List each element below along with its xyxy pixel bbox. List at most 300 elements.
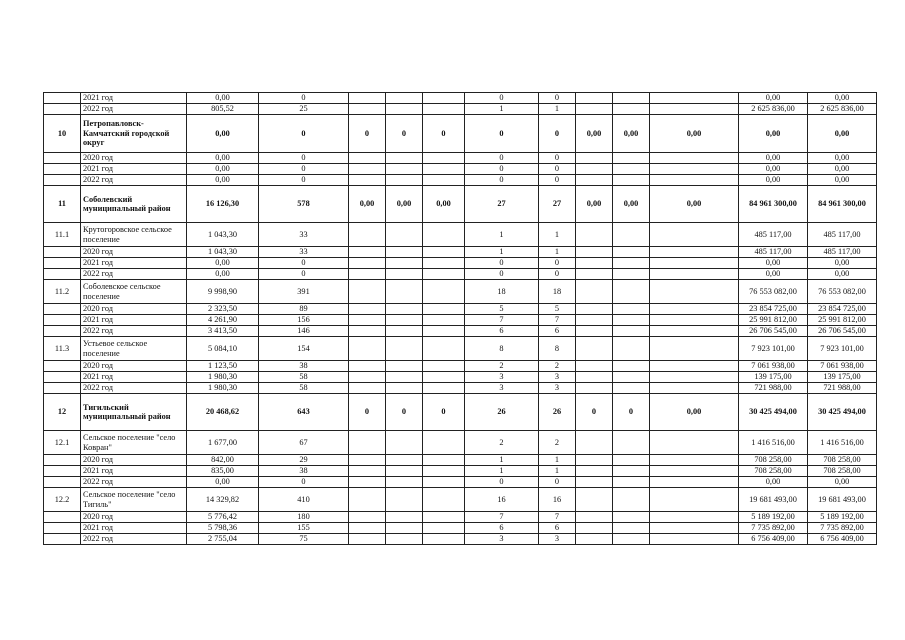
table-row bbox=[44, 93, 877, 104]
table-cell bbox=[613, 477, 650, 488]
table-cell bbox=[423, 104, 465, 115]
table-cell: 3 bbox=[465, 372, 539, 383]
table-cell bbox=[423, 164, 465, 175]
table-cell: 6 756 409,00 bbox=[808, 534, 877, 545]
table-cell: 2 323,50 bbox=[187, 304, 259, 315]
table-cell: 1 416 516,00 bbox=[808, 431, 877, 455]
row-number bbox=[44, 247, 81, 258]
table-cell bbox=[650, 372, 739, 383]
table-cell bbox=[576, 431, 613, 455]
table-cell: 721 988,00 bbox=[739, 383, 808, 394]
table-cell: 58 bbox=[259, 372, 349, 383]
table-cell: 0,00 bbox=[739, 93, 808, 104]
row-number: 11.1 bbox=[44, 223, 81, 247]
table-cell bbox=[349, 523, 386, 534]
table-cell: 33 bbox=[259, 223, 349, 247]
table-cell: 8 bbox=[465, 337, 539, 361]
table-cell bbox=[349, 104, 386, 115]
table-cell bbox=[386, 247, 423, 258]
table-cell: 0 bbox=[465, 153, 539, 164]
table-row bbox=[44, 186, 877, 223]
row-number bbox=[44, 383, 81, 394]
table-cell: 0 bbox=[539, 477, 576, 488]
table-row bbox=[44, 153, 877, 164]
table-cell bbox=[650, 164, 739, 175]
table-cell bbox=[613, 153, 650, 164]
table-cell: 0 bbox=[539, 269, 576, 280]
table-row bbox=[44, 383, 877, 394]
table-cell: 0,00 bbox=[808, 153, 877, 164]
table-cell bbox=[650, 153, 739, 164]
table-cell: 23 854 725,00 bbox=[808, 304, 877, 315]
table-cell bbox=[650, 431, 739, 455]
table-cell: 16 126,30 bbox=[187, 186, 259, 223]
table-cell bbox=[650, 523, 739, 534]
table-cell: 0 bbox=[465, 115, 539, 153]
table-cell bbox=[613, 523, 650, 534]
table-cell: 139 175,00 bbox=[808, 372, 877, 383]
table-cell bbox=[650, 534, 739, 545]
table-cell: 27 bbox=[539, 186, 576, 223]
table-cell bbox=[576, 337, 613, 361]
table-cell: 391 bbox=[259, 280, 349, 304]
table-cell bbox=[576, 164, 613, 175]
table-cell bbox=[423, 93, 465, 104]
table-cell: 30 425 494,00 bbox=[808, 394, 877, 431]
table-cell bbox=[650, 269, 739, 280]
table-cell: 16 bbox=[465, 488, 539, 512]
table-row bbox=[44, 477, 877, 488]
table-cell bbox=[349, 315, 386, 326]
table-cell: 708 258,00 bbox=[808, 466, 877, 477]
table-cell bbox=[576, 361, 613, 372]
table-cell bbox=[349, 488, 386, 512]
table-cell: 26 706 545,00 bbox=[808, 326, 877, 337]
table-cell bbox=[613, 247, 650, 258]
row-name: 2022 год bbox=[81, 477, 187, 488]
table-cell: 0 bbox=[259, 164, 349, 175]
table-cell bbox=[386, 153, 423, 164]
table-cell bbox=[423, 315, 465, 326]
table-cell: 0 bbox=[259, 175, 349, 186]
row-name: Сельское поселение "село Ковран" bbox=[81, 431, 187, 455]
table-cell bbox=[650, 466, 739, 477]
table-cell bbox=[423, 477, 465, 488]
table-cell: 7 bbox=[465, 512, 539, 523]
table-cell: 0,00 bbox=[423, 186, 465, 223]
table-cell: 3 bbox=[539, 534, 576, 545]
table-cell bbox=[423, 153, 465, 164]
table-cell: 3 bbox=[465, 534, 539, 545]
row-number: 11.2 bbox=[44, 280, 81, 304]
row-name: Соболевский муниципальный район bbox=[81, 186, 187, 223]
table-row bbox=[44, 466, 877, 477]
table-cell: 3 bbox=[539, 372, 576, 383]
table-cell bbox=[576, 258, 613, 269]
table-cell bbox=[650, 477, 739, 488]
table-cell: 76 553 082,00 bbox=[808, 280, 877, 304]
table-cell bbox=[423, 175, 465, 186]
table-cell bbox=[650, 488, 739, 512]
table-cell: 485 117,00 bbox=[808, 247, 877, 258]
table-row bbox=[44, 175, 877, 186]
table-cell bbox=[423, 488, 465, 512]
table-cell bbox=[613, 280, 650, 304]
table-cell: 1 043,30 bbox=[187, 223, 259, 247]
table-row bbox=[44, 223, 877, 247]
table-cell bbox=[349, 383, 386, 394]
table-cell: 2 625 836,00 bbox=[808, 104, 877, 115]
table-cell: 1 bbox=[465, 455, 539, 466]
table-cell: 805,52 bbox=[187, 104, 259, 115]
row-name: Крутогоровское сельское поселение bbox=[81, 223, 187, 247]
table-cell bbox=[613, 534, 650, 545]
table-cell bbox=[386, 512, 423, 523]
table-cell bbox=[349, 477, 386, 488]
table-cell bbox=[613, 93, 650, 104]
table-cell: 0,00 bbox=[613, 186, 650, 223]
table-cell bbox=[576, 223, 613, 247]
table-cell bbox=[613, 455, 650, 466]
table-cell: 6 bbox=[465, 326, 539, 337]
table-cell: 67 bbox=[259, 431, 349, 455]
table-cell: 0 bbox=[465, 258, 539, 269]
table-cell bbox=[613, 361, 650, 372]
table-cell bbox=[349, 372, 386, 383]
table-cell: 6 756 409,00 bbox=[739, 534, 808, 545]
table-cell bbox=[613, 304, 650, 315]
table-cell: 18 bbox=[539, 280, 576, 304]
table-cell bbox=[576, 512, 613, 523]
table-cell bbox=[650, 93, 739, 104]
row-name: 2020 год bbox=[81, 455, 187, 466]
row-name: 2021 год bbox=[81, 315, 187, 326]
row-number bbox=[44, 512, 81, 523]
table-row bbox=[44, 394, 877, 431]
table-cell: 835,00 bbox=[187, 466, 259, 477]
table-cell bbox=[423, 247, 465, 258]
table-cell: 0,00 bbox=[650, 115, 739, 153]
table-cell: 1 bbox=[539, 104, 576, 115]
table-cell bbox=[386, 466, 423, 477]
table-cell: 5 084,10 bbox=[187, 337, 259, 361]
table-cell bbox=[349, 326, 386, 337]
table-cell: 842,00 bbox=[187, 455, 259, 466]
table-cell bbox=[386, 304, 423, 315]
table-cell: 155 bbox=[259, 523, 349, 534]
table-cell: 4 261,90 bbox=[187, 315, 259, 326]
row-name: 2021 год bbox=[81, 93, 187, 104]
table-cell bbox=[423, 534, 465, 545]
row-number: 12.2 bbox=[44, 488, 81, 512]
table-cell: 2 755,04 bbox=[187, 534, 259, 545]
table-row bbox=[44, 115, 877, 153]
table-cell: 2 bbox=[465, 431, 539, 455]
table-cell bbox=[423, 431, 465, 455]
table-cell: 0 bbox=[259, 269, 349, 280]
table-cell: 0 bbox=[539, 175, 576, 186]
table-cell: 5 bbox=[539, 304, 576, 315]
table-cell: 6 bbox=[539, 326, 576, 337]
table-cell: 0 bbox=[539, 115, 576, 153]
table-cell bbox=[576, 247, 613, 258]
table-cell bbox=[386, 315, 423, 326]
table-row bbox=[44, 304, 877, 315]
table-cell: 1 bbox=[465, 104, 539, 115]
table-cell: 7 923 101,00 bbox=[739, 337, 808, 361]
table-body bbox=[44, 93, 877, 545]
table-cell: 0 bbox=[539, 93, 576, 104]
row-name: Соболевское сельское поселение bbox=[81, 280, 187, 304]
table-cell: 0,00 bbox=[187, 477, 259, 488]
table-cell: 708 258,00 bbox=[739, 466, 808, 477]
table-cell: 26 bbox=[465, 394, 539, 431]
table-cell: 0 bbox=[423, 394, 465, 431]
row-name: 2022 год bbox=[81, 534, 187, 545]
table-cell bbox=[576, 93, 613, 104]
table-cell: 5 776,42 bbox=[187, 512, 259, 523]
table-cell bbox=[423, 512, 465, 523]
table-cell: 3 bbox=[539, 383, 576, 394]
table-cell bbox=[349, 466, 386, 477]
row-name: 2022 год bbox=[81, 175, 187, 186]
table-cell bbox=[423, 326, 465, 337]
table-cell bbox=[576, 523, 613, 534]
table-cell bbox=[613, 383, 650, 394]
table-cell: 0,00 bbox=[576, 186, 613, 223]
row-name: 2020 год bbox=[81, 512, 187, 523]
table-cell: 0,00 bbox=[187, 175, 259, 186]
table-cell: 7 923 101,00 bbox=[808, 337, 877, 361]
table-cell: 84 961 300,00 bbox=[808, 186, 877, 223]
table-cell bbox=[650, 223, 739, 247]
row-number bbox=[44, 304, 81, 315]
table-cell bbox=[650, 361, 739, 372]
table-cell bbox=[650, 337, 739, 361]
table-cell bbox=[349, 269, 386, 280]
table-cell: 0 bbox=[465, 175, 539, 186]
table-cell bbox=[576, 488, 613, 512]
table-cell: 0 bbox=[465, 269, 539, 280]
table-cell: 0,00 bbox=[808, 164, 877, 175]
table-cell: 0,00 bbox=[650, 394, 739, 431]
table-row bbox=[44, 269, 877, 280]
row-number bbox=[44, 466, 81, 477]
table-cell: 0,00 bbox=[187, 164, 259, 175]
table-cell bbox=[613, 315, 650, 326]
row-name: Петропавловск-Камчатский городской округ bbox=[81, 115, 187, 153]
table-cell: 0,00 bbox=[739, 258, 808, 269]
row-number bbox=[44, 104, 81, 115]
table-cell: 1 677,00 bbox=[187, 431, 259, 455]
table-cell: 1 bbox=[465, 223, 539, 247]
row-number bbox=[44, 258, 81, 269]
table-row bbox=[44, 512, 877, 523]
table-cell bbox=[613, 512, 650, 523]
table-cell bbox=[650, 304, 739, 315]
table-cell bbox=[423, 269, 465, 280]
table-cell: 0,00 bbox=[808, 115, 877, 153]
table-cell: 0,00 bbox=[808, 258, 877, 269]
table-cell bbox=[613, 372, 650, 383]
table-cell: 0,00 bbox=[613, 115, 650, 153]
table-cell: 5 798,36 bbox=[187, 523, 259, 534]
table-cell: 708 258,00 bbox=[808, 455, 877, 466]
row-number bbox=[44, 534, 81, 545]
table-cell: 0,00 bbox=[187, 269, 259, 280]
table-cell bbox=[613, 466, 650, 477]
table-cell bbox=[423, 466, 465, 477]
table-cell: 1 980,30 bbox=[187, 383, 259, 394]
table-cell bbox=[650, 280, 739, 304]
table-cell bbox=[349, 361, 386, 372]
table-cell bbox=[386, 164, 423, 175]
row-number bbox=[44, 372, 81, 383]
table-row bbox=[44, 337, 877, 361]
table-cell bbox=[386, 488, 423, 512]
table-cell: 0 bbox=[539, 258, 576, 269]
table-cell bbox=[349, 175, 386, 186]
table-cell: 1 123,50 bbox=[187, 361, 259, 372]
table-cell bbox=[650, 247, 739, 258]
table-cell bbox=[576, 175, 613, 186]
table-cell: 0 bbox=[465, 477, 539, 488]
table-cell: 76 553 082,00 bbox=[739, 280, 808, 304]
table-cell bbox=[386, 337, 423, 361]
table-cell: 0 bbox=[259, 93, 349, 104]
table-cell bbox=[386, 93, 423, 104]
table-cell: 9 998,90 bbox=[187, 280, 259, 304]
table-cell bbox=[386, 455, 423, 466]
table-cell: 27 bbox=[465, 186, 539, 223]
table-row bbox=[44, 361, 877, 372]
table-cell bbox=[576, 269, 613, 280]
table-row bbox=[44, 280, 877, 304]
table-cell: 7 735 892,00 bbox=[739, 523, 808, 534]
table-cell: 26 bbox=[539, 394, 576, 431]
table-cell: 180 bbox=[259, 512, 349, 523]
table-row bbox=[44, 455, 877, 466]
table-cell: 3 bbox=[465, 383, 539, 394]
table-cell bbox=[650, 315, 739, 326]
table-cell: 75 bbox=[259, 534, 349, 545]
row-number bbox=[44, 523, 81, 534]
table-cell: 156 bbox=[259, 315, 349, 326]
row-name: 2020 год bbox=[81, 153, 187, 164]
table-cell: 19 681 493,00 bbox=[739, 488, 808, 512]
table-cell: 0,00 bbox=[739, 477, 808, 488]
table-cell: 26 706 545,00 bbox=[739, 326, 808, 337]
table-cell bbox=[613, 269, 650, 280]
table-cell: 0 bbox=[613, 394, 650, 431]
table-cell: 1 416 516,00 bbox=[739, 431, 808, 455]
table-cell: 3 413,50 bbox=[187, 326, 259, 337]
table-cell: 25 bbox=[259, 104, 349, 115]
row-name: 2021 год bbox=[81, 258, 187, 269]
row-number bbox=[44, 153, 81, 164]
table-cell bbox=[576, 477, 613, 488]
table-cell: 0 bbox=[259, 153, 349, 164]
table-cell: 0 bbox=[465, 164, 539, 175]
table-cell: 2 bbox=[539, 361, 576, 372]
table-cell: 19 681 493,00 bbox=[808, 488, 877, 512]
table-cell bbox=[576, 104, 613, 115]
table-cell bbox=[613, 164, 650, 175]
table-row bbox=[44, 488, 877, 512]
row-name: 2021 год bbox=[81, 164, 187, 175]
table-cell bbox=[386, 383, 423, 394]
table-cell: 5 189 192,00 bbox=[739, 512, 808, 523]
table-cell: 1 bbox=[539, 466, 576, 477]
table-cell: 0 bbox=[349, 115, 386, 153]
table-cell: 485 117,00 bbox=[739, 223, 808, 247]
table-cell: 1 bbox=[539, 247, 576, 258]
table-cell: 5 189 192,00 bbox=[808, 512, 877, 523]
table-cell: 0,00 bbox=[349, 186, 386, 223]
table-cell: 0 bbox=[386, 394, 423, 431]
table-cell: 7 bbox=[539, 512, 576, 523]
table-cell: 1 bbox=[539, 223, 576, 247]
table-cell: 0,00 bbox=[739, 269, 808, 280]
table-row bbox=[44, 247, 877, 258]
row-name: Устьевое сельское поселение bbox=[81, 337, 187, 361]
row-name: 2022 год bbox=[81, 326, 187, 337]
table-cell: 0,00 bbox=[650, 186, 739, 223]
table-cell bbox=[650, 175, 739, 186]
row-number bbox=[44, 93, 81, 104]
table-cell: 33 bbox=[259, 247, 349, 258]
table-cell bbox=[386, 534, 423, 545]
table-cell: 0,00 bbox=[386, 186, 423, 223]
table-cell bbox=[386, 280, 423, 304]
row-number: 10 bbox=[44, 115, 81, 153]
table-cell: 29 bbox=[259, 455, 349, 466]
table-cell: 25 991 812,00 bbox=[739, 315, 808, 326]
table-cell bbox=[423, 258, 465, 269]
table-cell bbox=[613, 326, 650, 337]
table-cell bbox=[386, 223, 423, 247]
table-cell bbox=[576, 466, 613, 477]
table-cell bbox=[423, 455, 465, 466]
table-cell: 0,00 bbox=[808, 93, 877, 104]
table-cell: 0,00 bbox=[739, 153, 808, 164]
table-cell: 38 bbox=[259, 466, 349, 477]
table-cell bbox=[423, 304, 465, 315]
table-cell bbox=[386, 372, 423, 383]
table-cell bbox=[576, 455, 613, 466]
budget-table bbox=[43, 92, 877, 545]
table-cell bbox=[386, 326, 423, 337]
table-row bbox=[44, 431, 877, 455]
row-number: 12.1 bbox=[44, 431, 81, 455]
table-cell bbox=[613, 337, 650, 361]
table-cell: 23 854 725,00 bbox=[739, 304, 808, 315]
table-cell bbox=[349, 512, 386, 523]
table-cell bbox=[423, 523, 465, 534]
row-number bbox=[44, 455, 81, 466]
table-cell bbox=[423, 361, 465, 372]
table-cell bbox=[349, 153, 386, 164]
table-row bbox=[44, 523, 877, 534]
row-name: Сельское поселение "село Тигиль" bbox=[81, 488, 187, 512]
row-name: 2021 год bbox=[81, 466, 187, 477]
table-cell: 2 625 836,00 bbox=[739, 104, 808, 115]
table-cell bbox=[650, 455, 739, 466]
row-name: 2022 год bbox=[81, 383, 187, 394]
table-cell bbox=[423, 372, 465, 383]
table-cell: 1 bbox=[465, 247, 539, 258]
table-cell: 0 bbox=[259, 115, 349, 153]
